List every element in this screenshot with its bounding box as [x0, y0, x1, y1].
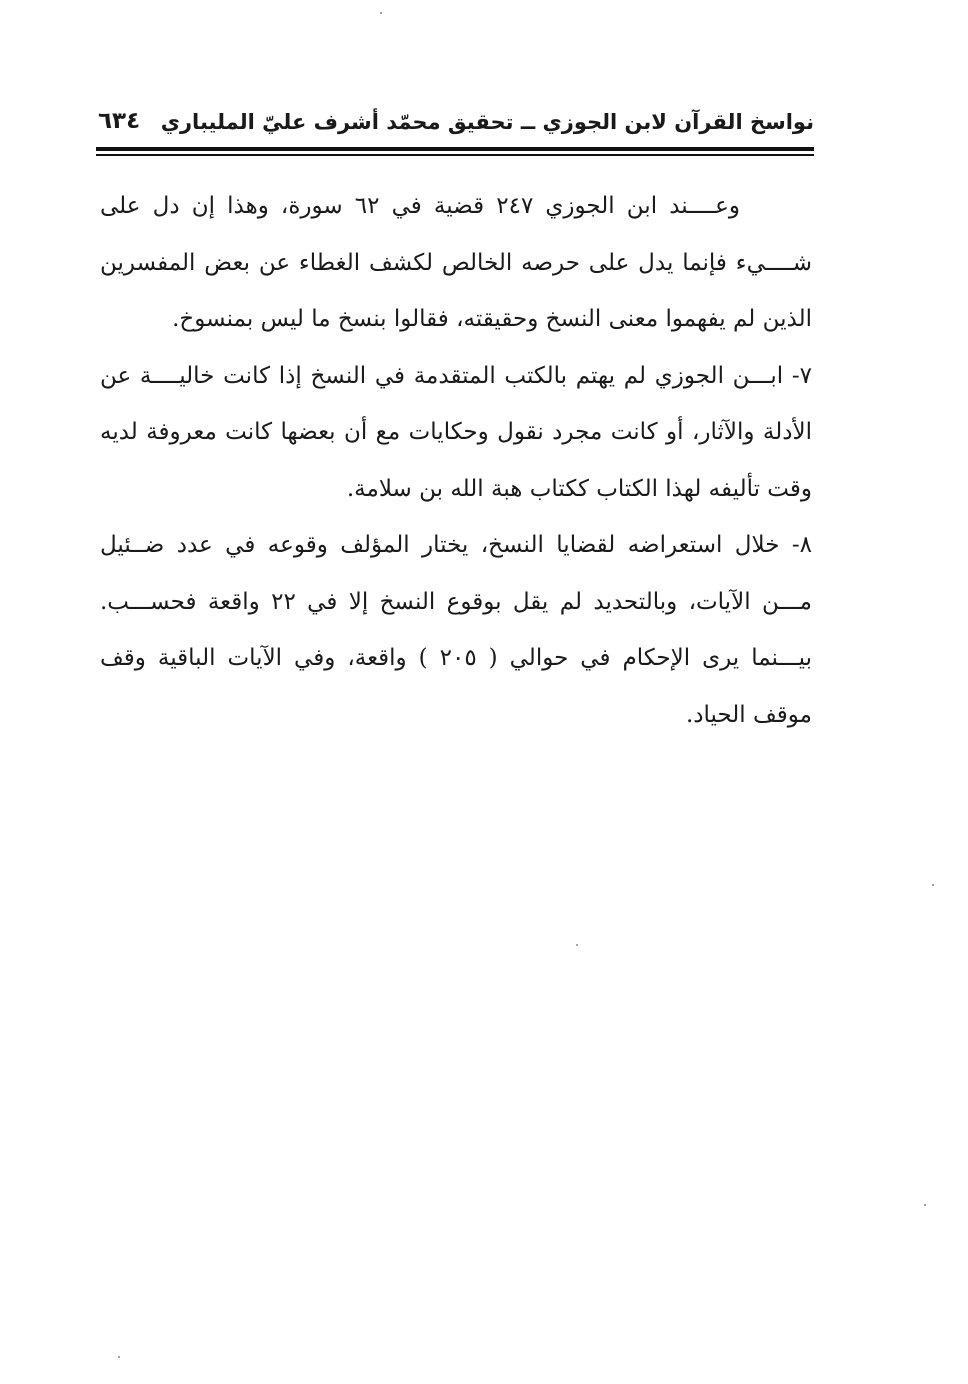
paragraph-3: ٨- خلال استعراضه لقضايا النسخ، يختار المؤلف وقوعه في عدد ضــئيل مـــن الآيات، وبالتحديد لم يقل بوقوع النسخ إلا في ٢٢ واقعة فحســـب. بيـــنما يرى الإحكام في حوالي ( ٢٠٥ ) واقعة، وفي الآيات الباقية وقف موقف الحياد.	[100, 532, 813, 728]
page-number: ٦٣٤	[98, 108, 141, 134]
running-header	[96, 108, 814, 148]
scan-speck	[380, 12, 382, 14]
scan-speck	[932, 884, 934, 886]
scan-speck	[118, 1356, 120, 1358]
scan-speck	[924, 1204, 926, 1206]
header-rule-thin	[96, 154, 814, 156]
paragraph-2: ٧- ابـــن الجوزي لم يهتم بالكتب المتقدمة في النسخ إذا كانت خاليــــة عن الأدلة والآثار، أو كانت مجرد نقول وحكايات مع أن بعضها كانت معروفة لديه وقت تأليفه لهذا الكتاب ككتاب هبة الله بن سلامة.	[100, 362, 812, 502]
header-rule-thick	[96, 147, 814, 151]
scan-speck	[576, 944, 578, 946]
header-title: نواسخ القرآن لابن الجوزي ــ تحقيق محمّد أشرف عليّ المليباري	[160, 110, 814, 134]
paragraph-1: وعــــند ابن الجوزي ٢٤٧ قضية في ٦٢ سورة، وهذا إن دل على شــــيء فإنما يدل على حرصه الخالص لكشف الغطاء عن بعض المفسرين الذين لم يفهموا معنى النسخ وحقيقته، فقالوا بنسخ ما ليس بمنسوخ.	[100, 193, 812, 332]
body-text	[100, 178, 812, 743]
